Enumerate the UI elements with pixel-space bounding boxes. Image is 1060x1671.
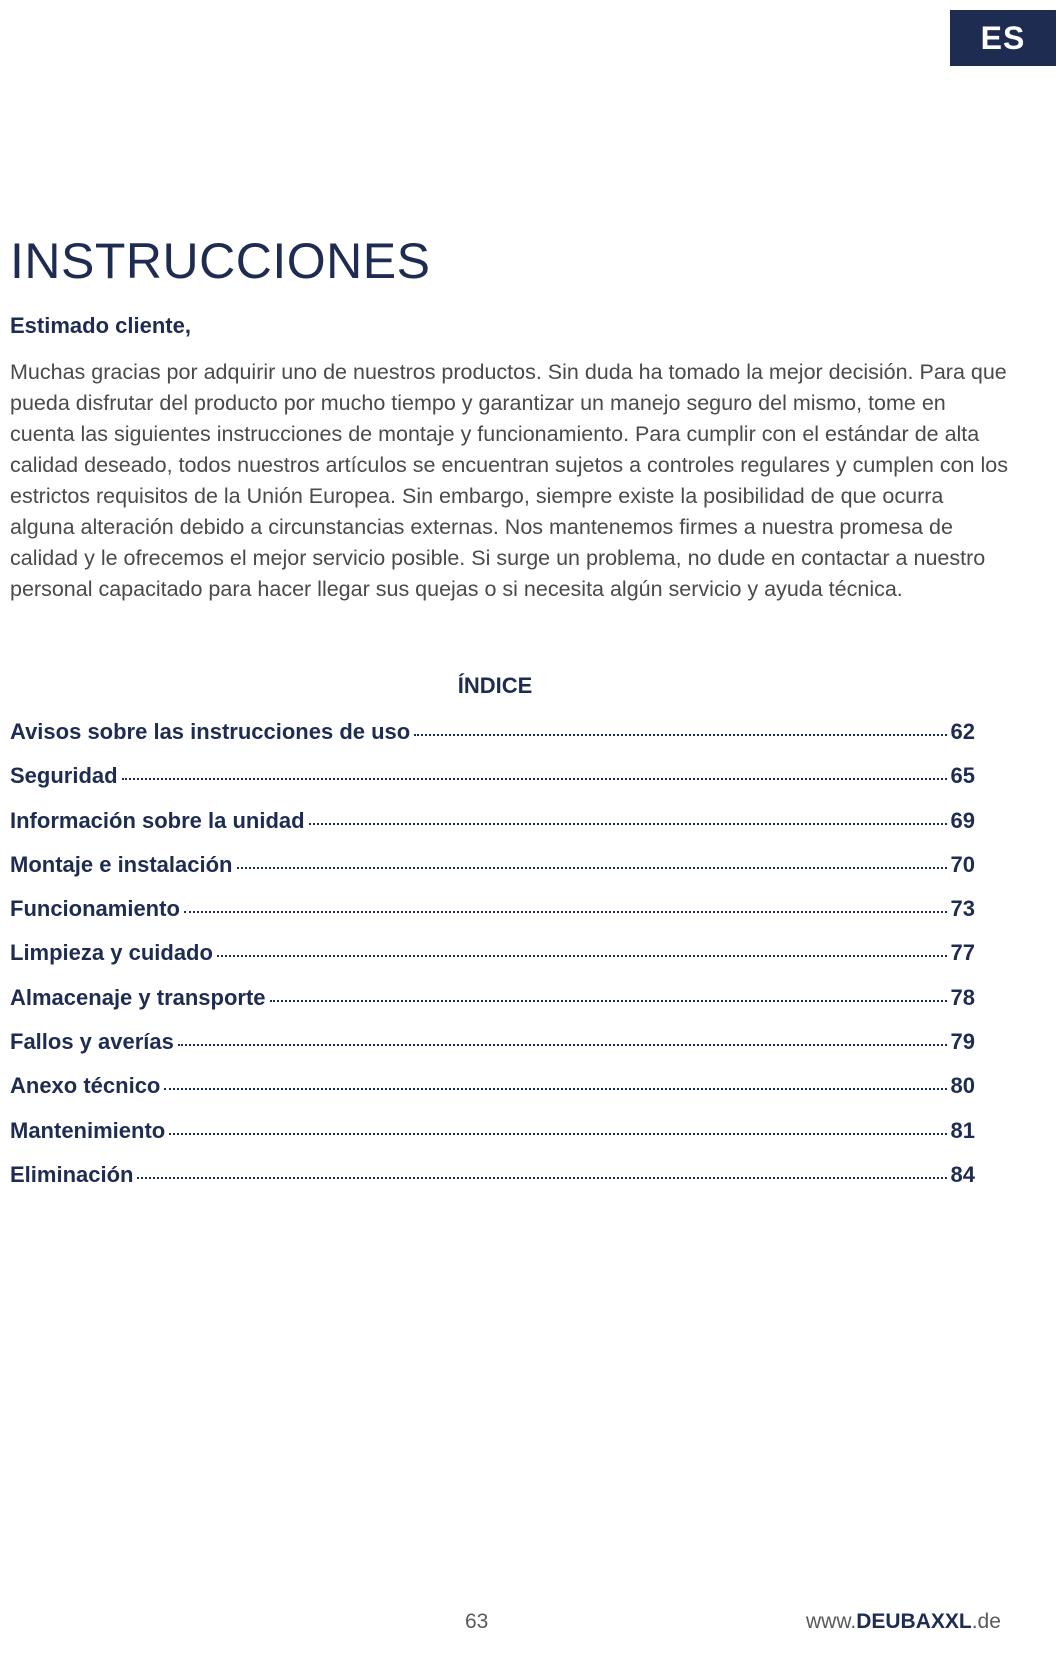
language-badge: ES — [950, 10, 1056, 66]
toc-entry-title: Mantenimiento — [10, 1117, 166, 1143]
toc-entry — [10, 1029, 975, 1073]
toc-entry-title: Almacenaje y transporte — [10, 984, 266, 1010]
toc-dot-leader — [237, 867, 947, 869]
toc-dot-leader — [217, 955, 947, 957]
toc-entry — [10, 852, 975, 896]
toc-entry — [10, 1162, 975, 1206]
toc-entry — [10, 808, 975, 852]
toc-entry-page: 78 — [950, 984, 975, 1010]
toc-entry-page: 70 — [950, 851, 975, 877]
toc-entry-title: Avisos sobre las instrucciones de uso — [10, 719, 411, 744]
toc-entry-title: Seguridad — [10, 763, 118, 789]
toc-dot-leader — [164, 1088, 946, 1090]
intro-paragraph: Muchas gracias por adquirir uno de nuestros productos. Sin duda ha tomado la mejor decisión. Para que pueda disfrutar del producto por mucho tiempo y garantizar un manejo seguro del mismo, tome en cuenta las siguientes instrucciones de montaje y funcionamiento. Para cumplir con el estándar de alta calidad deseado, todos nuestros artículos se encuentran sujetos a controles regulares y cumplen con los estrictos requisitos de la Unión Europea. Sin embargo, siempre existe la posibilidad de que ocurra alguna alteración debido a circunstancias externas. Nos mantenemos firmes a nuestra promesa de calidad y le ofrecemos el mejor servicio posible. Si surge un problema, no dude en contactar a nuestro personal capacitado para hacer llegar sus quejas o si necesita algún servicio y ayuda técnica. — [10, 360, 1008, 601]
toc-entry-title: Funcionamiento — [10, 896, 180, 922]
toc-entry — [10, 896, 975, 940]
toc-entry — [10, 985, 975, 1029]
toc-entry — [10, 940, 975, 984]
toc-entry — [10, 763, 975, 807]
toc-entry — [10, 1118, 975, 1162]
toc-entry-title: Limpieza y cuidado — [10, 940, 213, 966]
toc-dot-leader — [270, 1000, 947, 1002]
toc-dot-leader — [122, 778, 947, 780]
toc-entry-page: 80 — [950, 1073, 975, 1099]
toc-entry — [10, 1073, 975, 1117]
toc-entry-page: 62 — [950, 719, 975, 744]
toc-entry-page: 73 — [950, 896, 975, 922]
page-title: INSTRUCCIONES — [10, 233, 431, 289]
page-number: 63 — [465, 1610, 489, 1633]
table-of-contents — [10, 719, 975, 1206]
toc-dot-leader — [169, 1133, 946, 1135]
website-url — [806, 1610, 1001, 1634]
toc-entry-title: Montaje e instalación — [10, 851, 233, 877]
toc-entry — [10, 719, 975, 763]
toc-dot-leader — [309, 823, 947, 825]
toc-dot-leader — [414, 734, 946, 736]
toc-entry-page: 69 — [950, 807, 975, 833]
toc-entry-page: 77 — [950, 940, 975, 966]
toc-dot-leader — [137, 1177, 946, 1179]
toc-dot-leader — [178, 1044, 947, 1046]
toc-entry-title: Fallos y averías — [10, 1029, 174, 1055]
toc-entry-page: 79 — [950, 1029, 975, 1055]
toc-dot-leader — [184, 911, 947, 913]
website-brand: DEUBAXXL — [856, 1610, 972, 1633]
toc-entry-page: 65 — [950, 763, 975, 789]
toc-entry-title: Anexo técnico — [10, 1073, 161, 1099]
toc-entry-page: 81 — [950, 1117, 975, 1143]
toc-entry-page: 84 — [950, 1161, 975, 1187]
toc-entry-title: Información sobre la unidad — [10, 807, 305, 833]
website-suffix: .de — [971, 1610, 1001, 1633]
toc-entry-title: Eliminación — [10, 1161, 134, 1187]
index-heading: ÍNDICE — [457, 673, 533, 698]
greeting: Estimado cliente, — [10, 313, 191, 338]
website-prefix: www. — [806, 1610, 857, 1633]
